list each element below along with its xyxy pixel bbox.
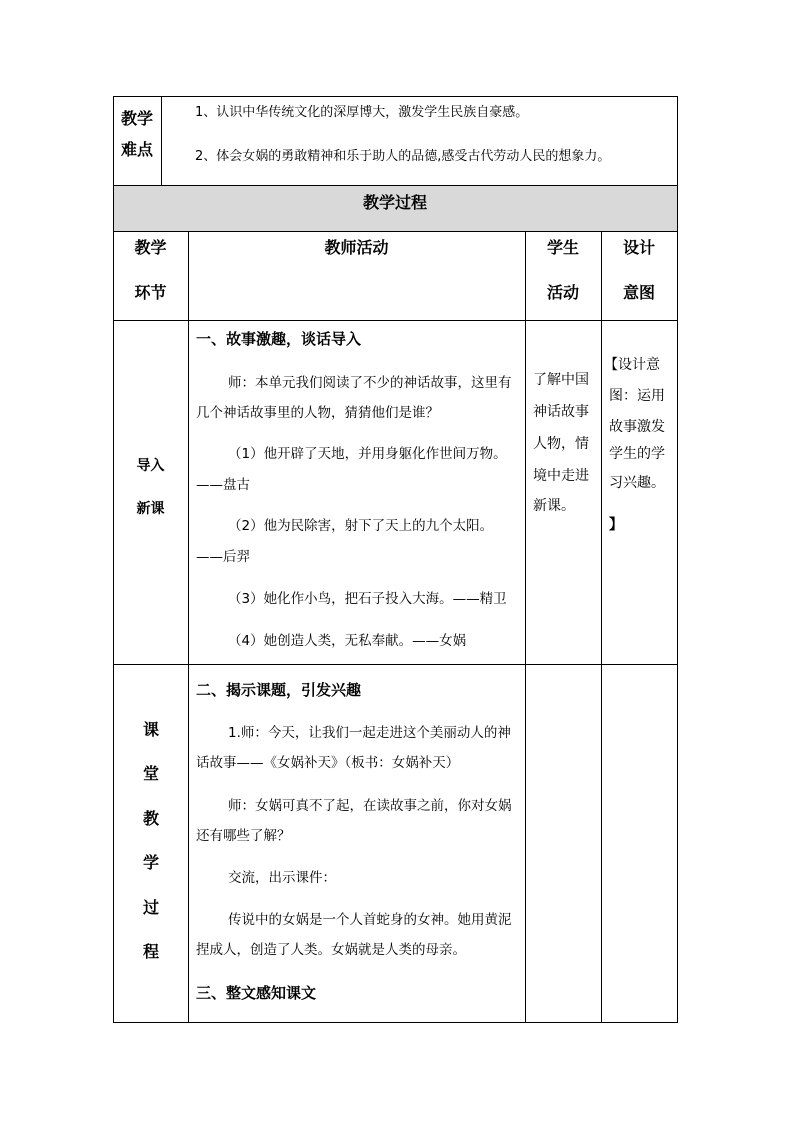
intro-q2-line2: ——后羿 xyxy=(196,549,250,565)
col-divider-teacher xyxy=(525,231,526,1022)
intro-student-line3: 人物，情 xyxy=(533,436,589,452)
difficulty-col-divider xyxy=(161,96,162,185)
classroom-stage-char-6: 程 xyxy=(142,942,159,961)
col-divider-student xyxy=(601,231,602,1022)
intro-heading: 一、故事激趣，谈话导入 xyxy=(196,330,362,348)
col-divider-stage xyxy=(188,231,189,1022)
table-border-right xyxy=(677,96,678,1023)
header-stage-line1: 教学 xyxy=(134,238,167,257)
header-teacher: 教师活动 xyxy=(324,238,389,257)
intro-student-line1: 了解中国 xyxy=(533,372,589,388)
process-title: 教学过程 xyxy=(362,193,427,212)
row-divider-header xyxy=(113,320,678,321)
intro-para1-line2: 几个神话故事里的人物，猜猜他们是谁？ xyxy=(196,405,439,421)
classroom-heading2: 三、整文感知课文 xyxy=(196,984,317,1002)
classroom-p4-line2: 捏成人，创造了人类。女娲就是人类的母亲。 xyxy=(196,942,466,958)
intro-stage-line2: 新课 xyxy=(136,501,165,517)
table-border-left xyxy=(113,96,114,1023)
intro-q2-line1: （2）他为民除害，射下了天上的九个太阳。 xyxy=(228,518,494,534)
classroom-stage-char-4: 学 xyxy=(142,853,159,872)
intro-stage-line1: 导入 xyxy=(136,458,165,474)
classroom-stage-char-5: 过 xyxy=(142,898,159,917)
classroom-p1-line1: 1.师：今天，让我们一起走进这个美丽动人的神 xyxy=(228,725,511,741)
row-divider-difficulty xyxy=(113,185,678,186)
intro-para1-line1: 师：本单元我们阅读了不少的神话故事，这里有 xyxy=(228,375,512,391)
difficulty-item-2: 2、体会女娲的勇敢精神和乐于助人的品德,感受古代劳动人民的想象力。 xyxy=(195,149,611,164)
header-stage-line2: 环节 xyxy=(134,283,167,302)
header-design-line1: 设计 xyxy=(622,238,655,257)
intro-design-line3: 故事激发 xyxy=(609,419,665,435)
difficulty-label-line1: 教学 xyxy=(121,109,154,128)
classroom-p1-line2: 话故事——《女娲补天》（板书：女娲补天） xyxy=(196,755,460,771)
header-student-line2: 活动 xyxy=(546,283,579,302)
intro-student-line2: 神话故事 xyxy=(533,404,589,420)
intro-design-line5: 习兴趣。 xyxy=(609,475,665,491)
difficulty-item-1: 1、认识中华传统文化的深厚博大，激发学生民族自豪感。 xyxy=(195,105,529,120)
classroom-stage-char-1: 课 xyxy=(142,720,159,739)
row-divider-intro xyxy=(113,664,678,665)
header-design-line2: 意图 xyxy=(622,283,655,302)
intro-design-line1: 【设计意 xyxy=(604,357,660,373)
row-divider-title xyxy=(113,231,678,232)
intro-design-line2: 图：运用 xyxy=(609,388,665,404)
header-student-line1: 学生 xyxy=(546,238,579,257)
table-border-top xyxy=(113,96,678,97)
intro-student-line4: 境中走进 xyxy=(533,468,589,484)
intro-design-line6: 】 xyxy=(609,517,623,533)
intro-q4: （4）她创造人类，无私奉献。——女娲 xyxy=(228,633,467,649)
difficulty-label-line2: 难点 xyxy=(121,140,154,159)
intro-design-line4: 学生的学 xyxy=(609,446,665,462)
classroom-p2-line2: 还有哪些了解？ xyxy=(196,828,291,844)
intro-student-line5: 新课。 xyxy=(533,498,575,514)
classroom-stage-char-2: 堂 xyxy=(142,764,159,783)
table-border-bottom xyxy=(113,1022,678,1023)
intro-q1-line2: ——盘古 xyxy=(196,477,250,493)
classroom-p3: 交流，出示课件： xyxy=(228,870,336,886)
classroom-p4-line1: 传说中的女娲是一个人首蛇身的女神。她用黄泥 xyxy=(228,912,512,928)
classroom-stage-char-3: 教 xyxy=(142,809,159,828)
intro-q3: （3）她化作小鸟，把石子投入大海。——精卫 xyxy=(228,591,507,607)
classroom-heading: 二、揭示课题，引发兴趣 xyxy=(196,681,362,699)
intro-q1-line1: （1）他开辟了天地，并用身躯化作世间万物。 xyxy=(228,446,507,462)
classroom-p2-line1: 师：女娲可真不了起，在读故事之前，你对女娲 xyxy=(228,798,512,814)
